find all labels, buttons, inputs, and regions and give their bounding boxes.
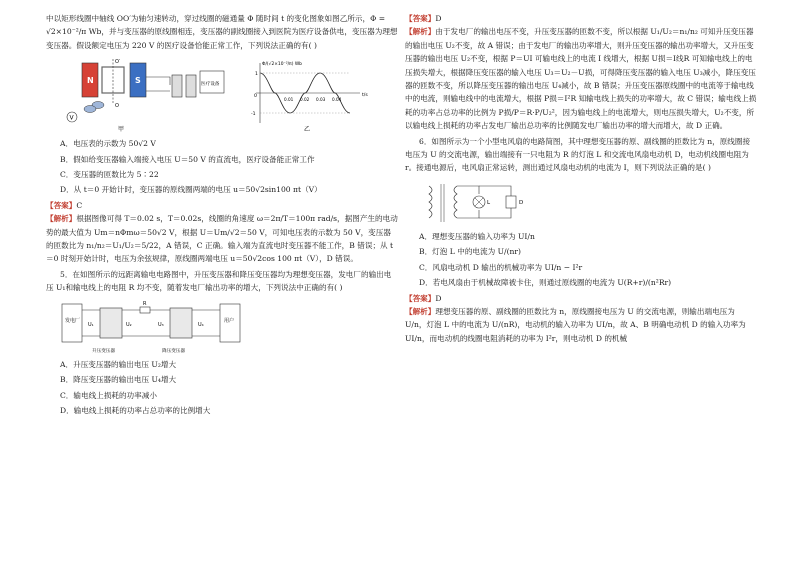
u4-label: U₄ (198, 321, 204, 328)
q5-option-d: D．输电线上损耗的功率占总功率的比例增大 (60, 405, 211, 415)
analysis-tag: 【解析】 (405, 27, 436, 37)
t-tick: 0.01 (284, 97, 294, 103)
q5-option-b: B．降压变压器的输出电压 U₄增大 (60, 375, 177, 385)
transmission-diagram (60, 298, 260, 356)
left-column (46, 12, 398, 419)
t-tick: 0.03 (316, 97, 326, 103)
q6-option-c: C．风扇电动机 D 输出的机械功率为 UI/n − I²r (419, 262, 583, 272)
q5-stem: 5．在如图所示的远距离输电电路图中，升压变压器和降压变压器均为理想变压器，发电厂的输出电压 U₁和输电线上的电阻 R 均不变，随着发电厂输出功率的增大，下列说法中正确的有( ) (46, 269, 392, 293)
t-tick: 0.04 (332, 97, 342, 103)
q4-intro: 中以矩形线圈中轴线 OO′为轴匀速转动，穿过线圈的磁通量 Φ 随时间 t 的变化图象如图乙所示，Φ = √2×10⁻²/π Wb，并与变压器的原线圈相连，变压器的副线圈接入到医院为医疗设备供电，变压器为理想变压器。假设额定电压为 220 V 的医疗设备恰能正常工作，下列说法正确的有( ) (46, 14, 398, 50)
q5-option-a: A．升压变压器的输出电压 U₂增大 (60, 359, 177, 369)
q4-option-b: B．假如给变压器输入端接入电压 U＝50 V 的直流电，医疗设备能正常工作 (60, 154, 315, 164)
q4-answer (46, 199, 398, 212)
motor-label: D (519, 199, 524, 206)
figure-fan-circuit (419, 178, 757, 228)
answer-tag: 【答案】 (46, 200, 77, 210)
analysis-text: 由于发电厂的输出电压不变，升压变压器的匝数不变，所以根据 U₁/U₂＝n₁/n₂ 可知升压变压器的输出电压 U₂不变，故 A 错误；由于发电厂的输出功率增大，则升压变压器的输出功率增大，又升压变压器的输出电压 U₂不变，根据 P＝UI 可输电线上的电流 I 线增大，根据 U损＝I线R 可知输电线上的电压损失增大，根据降压变压器的输入电压 U₃＝U₂－U损，可得降压变压器的输入电压 U₃减小，降压变压器的匝数不变，所以降压变压器的输出电压 U₄减小，故 B 错误；升压变压器原线圈中的电流等于输电线中的电流，则输电线中的电流增大，根据 P损＝I²R 知输电线上损失的功率增大，故 C 错误；输电线上损耗的功率占总功率的比例为 P损/P＝R·P/U₂²，因为输电线上的电流增大，则电压损失增大，U₂不变，所以输电线上损耗的功率占发电厂输出总功率的比例随发电厂输出功率的增大而增大，故 D 正确。 (405, 27, 757, 131)
y-tick-1: 1 (255, 72, 258, 78)
y-tick-0: 0 (254, 94, 257, 100)
answer-tag: 【答案】 (405, 14, 436, 23)
fan-circuit-diagram (419, 178, 539, 228)
figure-generator (60, 55, 398, 135)
analysis-tag: 【解析】 (46, 214, 77, 224)
figure-b-label: 乙 (304, 126, 311, 134)
answer-tag: 【答案】 (405, 293, 436, 303)
device-label: 医疗设备 (201, 82, 220, 88)
q4-option-c: C．变压器的匝数比为 5∶22 (60, 170, 159, 180)
u2-label: U₂ (126, 321, 132, 328)
svg-text:N: N (87, 76, 94, 86)
q6-option-b: B．灯泡 L 中的电流为 U/(nr) (419, 247, 522, 257)
q5-answer (405, 12, 757, 25)
q6-analysis (405, 305, 757, 345)
q6-option-d: D．若电风扇由于机械故障被卡住，则通过原线圈的电流为 U(R+r)/(n²Rr) (419, 278, 672, 288)
analysis-text: 根据图像可得 T＝0.02 s，T＝0.02s，线圈的角速度 ω＝2π/T＝100π rad/s，据图产生的电动势的最大值为 Um＝nΦmω＝50√2 V，根据 U＝Um/√2＝50 V，可知电压表的示数为 50 V，变压器的匝数比为 n₁/n₂＝U₁/U₂＝5/22，A 错误，C 正确。输入端为直流电时变压器不能工作，B 错误；从 t＝0 时刻开始计时，电压为余弦规律，原线圈两端电压 u＝50√2cos 100 πt（V），D 错误。 (46, 214, 398, 264)
step-up-label: 升压变压器 (92, 348, 115, 354)
answer-value: D (435, 14, 442, 23)
svg-text:V: V (69, 114, 74, 122)
right-column (405, 12, 757, 345)
generator-diagram (60, 55, 390, 135)
q4-option-a: A．电压表的示数为 50√2 V (60, 139, 156, 149)
svg-text:O: O (115, 103, 119, 110)
resistor-label: R (143, 300, 147, 307)
q6-option-a: A．理想变压器的输入功率为 UI/n (419, 231, 535, 241)
t-tick: 0.02 (300, 97, 310, 103)
u3-label: U₃ (158, 321, 164, 328)
svg-text:O′: O′ (115, 59, 121, 66)
flux-graph (251, 61, 368, 133)
figure-transmission (60, 298, 398, 356)
t-axis-label: t/s (362, 93, 368, 99)
user-label: 用户 (224, 317, 235, 324)
q5-option-c: C．输电线上损耗的功率减小 (60, 390, 157, 400)
plant-label: 发电厂 (65, 317, 81, 324)
u1-label: U₁ (88, 321, 94, 328)
lamp-label: L (487, 199, 491, 206)
q5-analysis (405, 25, 757, 132)
q4-option-d: D．从 t＝0 开始计时，变压器的原线圈两端的电压 u＝50√2sin100 πt（V） (60, 185, 322, 195)
answer-value: D (435, 293, 442, 303)
analysis-text: 理想变压器的原、副线圈的匝数比为 n，原线圈接电压为 U 的交流电源，则输出端电压为 U/n，灯泡 L 中的电流为 U/(nR)，电动机的输入功率为 UI/n，故 A、B 明确电动机 D 的输入功率为 UI/n，而电动机的线圈电阻消耗的功率为 I²r，则电动机 D 的机械 (405, 306, 746, 343)
figure-a-label: 甲 (118, 126, 125, 134)
svg-text:S: S (135, 76, 141, 86)
q6-answer (405, 292, 757, 305)
y-tick-neg: -1 (251, 112, 256, 118)
phi-axis-label: Φ/(√2×10⁻²/π) Wb (262, 62, 302, 68)
answer-value: C (76, 200, 83, 210)
q4-analysis (46, 212, 398, 266)
q6-stem: 6．如图所示为一个小型电风扇的电路简图，其中理想变压器的原、副线圈的匝数比为 n，原线圈接电压为 U 的交流电源，输出端接有一只电阻为 R 的灯泡 L 和交流电风扇电动机 D，电动机线圈电阻为 r。接通电源后，电风扇正常运转，测出通过风扇电动机的电流为 I，则下列说法正确的是( ) (405, 136, 751, 173)
step-down-label: 降压变压器 (162, 348, 185, 354)
analysis-tag: 【解析】 (405, 306, 436, 316)
